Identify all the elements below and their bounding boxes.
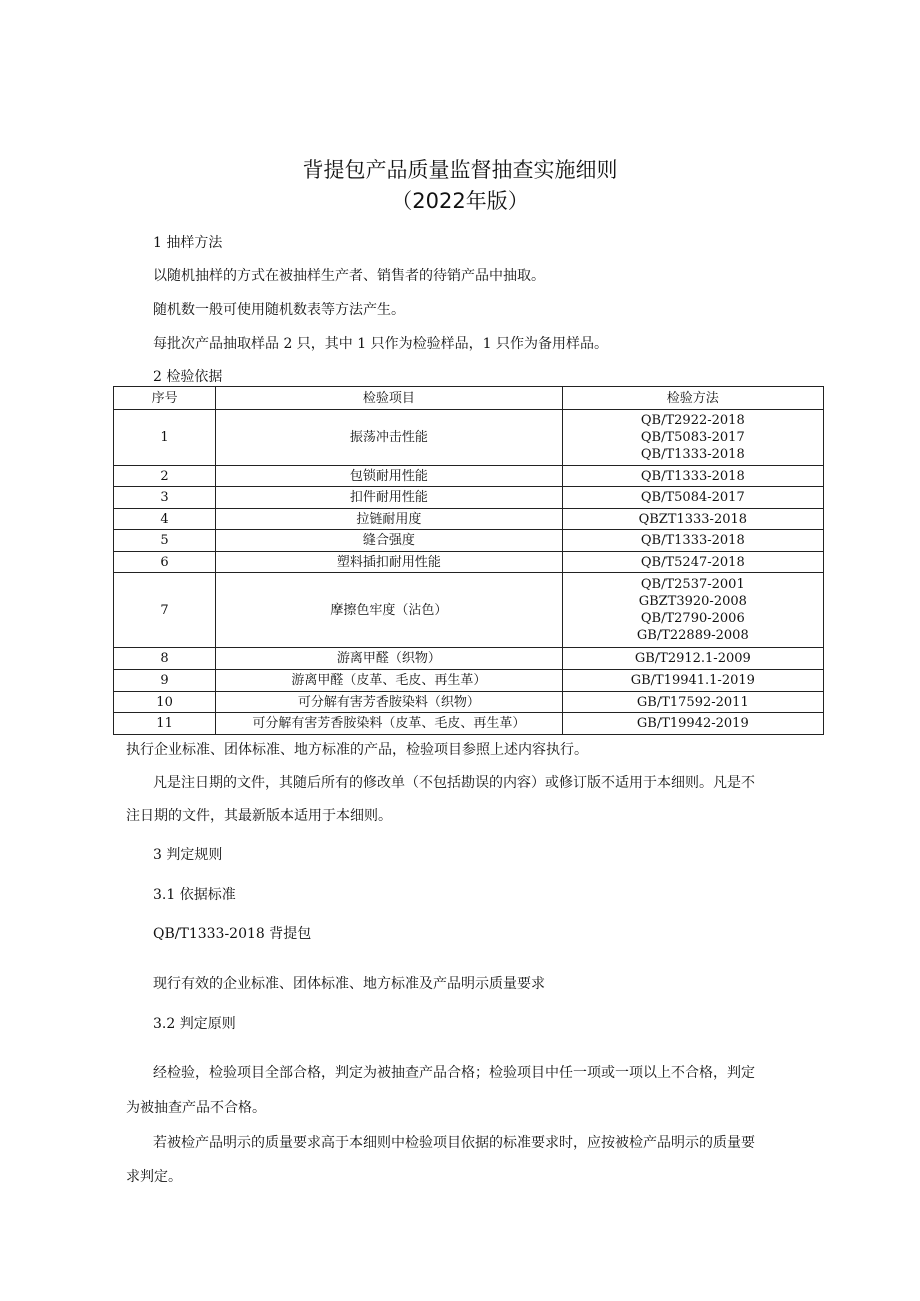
method-code: GB/T2912.1-2009 [562, 648, 823, 670]
row-no: 11 [114, 713, 216, 735]
row-no: 3 [114, 487, 216, 509]
table-row [114, 487, 824, 509]
method-code: GBZT3920-2008 [638, 594, 747, 609]
document-title: 背提包产品质量监督抽查实施细则 [302, 158, 618, 182]
row-item: 振荡冲击性能 [216, 410, 562, 466]
method-code: QB/T5247-2018 [562, 552, 823, 573]
header-item: 检验项目 [216, 387, 562, 410]
method-code: QB/T2790-2006 [640, 611, 745, 626]
row-item: 缝合强度 [216, 530, 562, 552]
dated-reference-note: 凡是注日期的文件，其随后所有的修改单（不包括勘误的内容）或修订版不适用于本细则。凡是不 [153, 775, 755, 791]
row-item: 可分解有害芳香胺染料（织物） [216, 692, 562, 713]
table-row [114, 552, 824, 573]
section-3-heading: 3 判定规则 [153, 847, 223, 863]
basis-standard: QB/T1333-2018 背提包 [153, 926, 312, 942]
row-no: 4 [114, 509, 216, 530]
row-methods [562, 410, 823, 466]
method-code: GB/T17592-2011 [562, 692, 823, 713]
table-row [114, 670, 824, 692]
table-row [114, 509, 824, 530]
table-row [114, 530, 824, 552]
row-item: 拉链耐用度 [216, 509, 562, 530]
method-code: QB/T1333-2018 [562, 466, 823, 487]
basis-other-standards: 现行有效的企业标准、团体标准、地方标准及产品明示质量要求 [153, 976, 545, 992]
row-item: 摩擦色牢度（沾色） [216, 573, 562, 648]
claimed-quality-paragraph: 若被检产品明示的质量要求高于本细则中检验项目依据的标准要求时，应按被检产品明示的质量要 [153, 1135, 755, 1151]
row-no: 1 [114, 410, 216, 466]
row-item: 包锁耐用性能 [216, 466, 562, 487]
row-methods [562, 573, 823, 648]
row-no: 7 [114, 573, 216, 648]
section-1-heading: 1 抽样方法 [153, 235, 223, 251]
row-item: 游离甲醛（皮革、毛皮、再生革） [216, 670, 562, 692]
row-no: 5 [114, 530, 216, 552]
dated-reference-note-continued: 注日期的文件，其最新版本适用于本细则。 [126, 808, 392, 824]
method-code: QB/T1333-2018 [640, 447, 745, 462]
table-row [114, 713, 824, 735]
method-code: QB/T1333-2018 [562, 530, 823, 552]
row-no: 10 [114, 692, 216, 713]
method-code: GB/T19941.1-2019 [562, 670, 823, 692]
subsection-3-2-heading: 3.2 判定原则 [153, 1016, 236, 1032]
section-1-paragraph: 以随机抽样的方式在被抽样生产者、销售者的待销产品中抽取。 [153, 268, 545, 284]
row-no: 6 [114, 552, 216, 573]
method-code: QB/T2537-2001 [640, 577, 745, 592]
section-2-heading: 2 检验依据 [153, 369, 223, 385]
document-edition: （2022年版） [391, 189, 529, 213]
claimed-quality-paragraph-continued: 求判定。 [126, 1169, 182, 1185]
table-row [114, 692, 824, 713]
header-no: 序号 [114, 387, 216, 410]
table-note: 执行企业标准、团体标准、地方标准的产品，检验项目参照上述内容执行。 [126, 742, 588, 758]
table-row [114, 410, 824, 466]
inspection-table [113, 386, 824, 735]
section-1-paragraph: 每批次产品抽取样品 2 只，其中 1 只作为检验样品，1 只作为备用样品。 [153, 336, 608, 352]
method-code: GB/T19942-2019 [562, 713, 823, 735]
method-code: QB/T5084-2017 [562, 487, 823, 509]
method-code: GB/T22889-2008 [636, 628, 749, 643]
row-no: 9 [114, 670, 216, 692]
row-no: 2 [114, 466, 216, 487]
row-item: 游离甲醛（织物） [216, 648, 562, 670]
judgement-paragraph-continued: 为被抽查产品不合格。 [126, 1100, 266, 1116]
method-code: QB/T5083-2017 [640, 430, 745, 445]
table-row [114, 648, 824, 670]
subsection-3-1-heading: 3.1 依据标准 [153, 887, 236, 903]
row-item: 可分解有害芳香胺染料（皮革、毛皮、再生革） [216, 713, 562, 735]
row-no: 8 [114, 648, 216, 670]
judgement-paragraph: 经检验，检验项目全部合格，判定为被抽查产品合格；检验项目中任一项或一项以上不合格，判定 [153, 1065, 755, 1081]
section-1-paragraph: 随机数一般可使用随机数表等方法产生。 [153, 302, 405, 318]
row-item: 塑料插扣耐用性能 [216, 552, 562, 573]
method-code: QB/T2922-2018 [640, 413, 745, 428]
header-method: 检验方法 [562, 387, 823, 410]
table-row [114, 573, 824, 648]
table-header-row [114, 387, 824, 410]
method-code: QBZT1333-2018 [562, 509, 823, 530]
table-row [114, 466, 824, 487]
row-item: 扣件耐用性能 [216, 487, 562, 509]
